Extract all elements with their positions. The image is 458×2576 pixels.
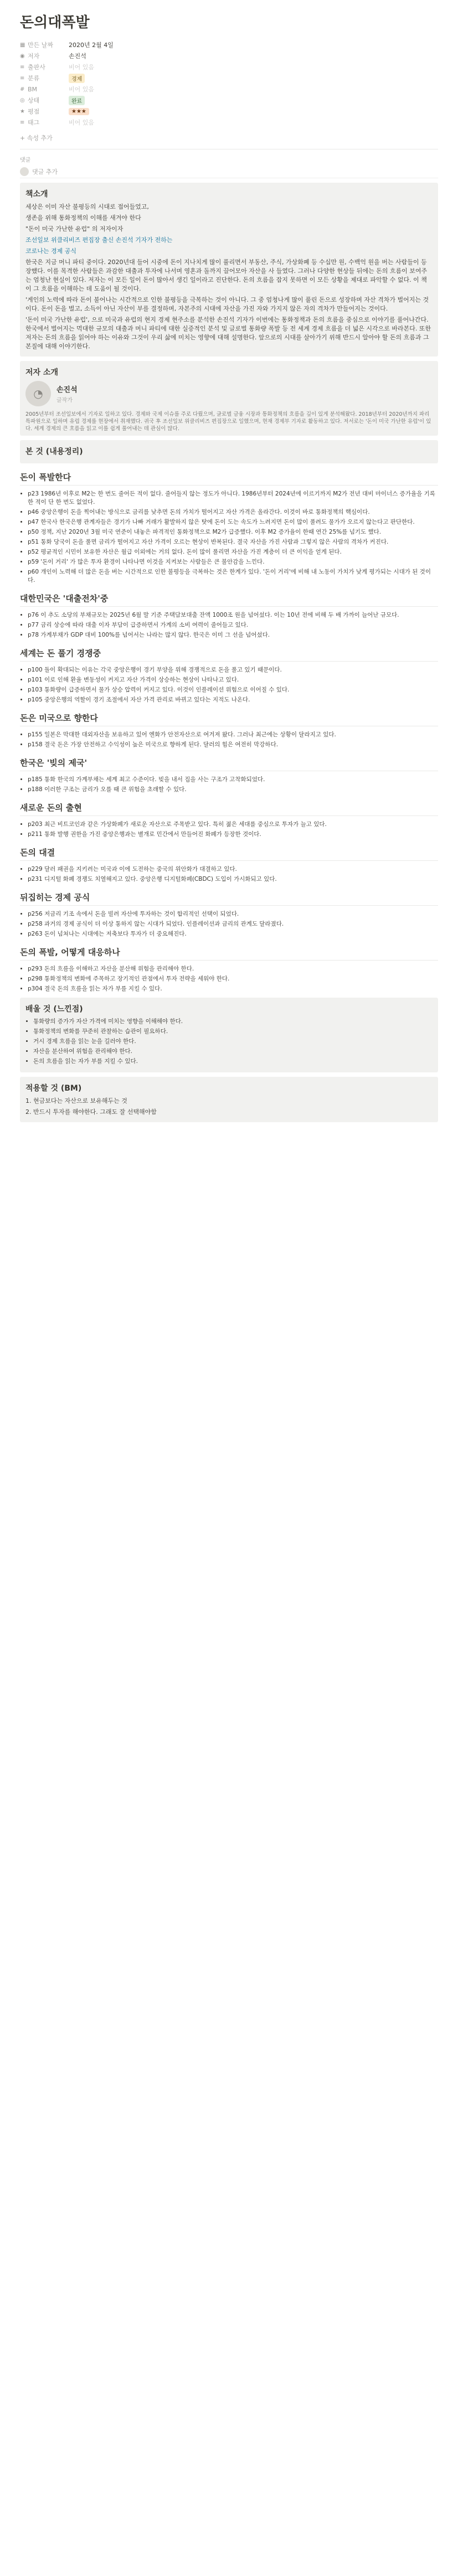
list-item: • p304 결국 돈의 흐름을 읽는 자가 부를 지킬 수 있다. (28, 985, 438, 993)
property-key (20, 74, 69, 82)
comment-placeholder: 댓글 추가 (32, 168, 58, 175)
intro-line: 생존을 위해 통화정책의 이해를 새겨야 한다 (25, 214, 141, 221)
list-item: • p229 달러 패권을 지키려는 미국과 이에 도전하는 중국의 위안화가 대결하고 있다. (28, 865, 438, 874)
apply-callout (20, 1077, 438, 1122)
list-item: • p203 최근 비트코인과 같은 가상화폐가 새로운 자산으로 주목받고 있다. 특히 젊은 세대를 중심으로 투자가 늘고 있다. (28, 820, 438, 829)
list-item: • p263 돈이 넘쳐나는 시대에는 저축보다 투자가 더 중요해진다. (28, 930, 438, 938)
tag-icon: ≡ (20, 64, 25, 70)
list-item: • 자산을 분산하여 위험을 관리해야 한다. (33, 1047, 433, 1056)
list-item: • 통화량의 증가가 자산 가격에 미치는 영향을 이해해야 한다. (33, 1018, 433, 1026)
property-value-text: 비어 있음 (69, 64, 95, 71)
intro-lines (25, 203, 433, 351)
author-box (25, 381, 433, 406)
property-key (20, 40, 69, 49)
section-heading: 대한민국은 '대출전차'중 (20, 592, 438, 607)
section-list (20, 820, 438, 839)
property-value-text: 경제 (69, 74, 85, 83)
comment-input[interactable] (20, 166, 438, 178)
section-heading: 세계는 돈 풀기 경쟁중 (20, 647, 438, 662)
intro-line: '게인의 노력에 따라 돈이 불어나는 시간적으로 인한 불평등을 극복하는 것이 아니다. 그 중 엄청나게 많이 풀린 돈으로 성장하며 자산 격차가 벌어지는 것이다. 돈이 돈을 벌고, 소득이 아닌 자산이 부를 결정하며, 자본주의 시대에 자산을 가진 자와 가지지 않은 자의 격차가 만들어지는 것이다. (25, 296, 429, 312)
list-item: • p155 일본은 막대한 대외자산을 보유하고 있어 엔화가 안전자산으로 여겨져 왔다. 그러나 최근에는 상황이 달라지고 있다. (28, 731, 438, 739)
list-item: • p50 정책, 지난 2020년 3월 미국 연준이 내놓은 파격적인 통화정책으로 M2가 급증했다. 이후 M2 증가율이 한때 연간 25%를 넘기도 했다. (28, 528, 438, 536)
property-key (20, 51, 69, 60)
property-key-label: 저자 (28, 53, 40, 60)
property-value-text: ★★★ (69, 108, 89, 115)
property-key-label: 상태 (28, 97, 40, 104)
hash-icon: # (20, 86, 25, 92)
list-item: • p100 돌이 확대되는 이유는 각국 중앙은행이 경기 부양을 위해 경쟁적으로 돈을 풀고 있기 때문이다. (28, 666, 438, 674)
property-value[interactable] (69, 51, 86, 60)
intro-heading: 책소개 (25, 190, 48, 199)
property-row[interactable] (20, 117, 438, 128)
author-role: 글작가 (56, 398, 73, 404)
section-heading: 돈이 폭발한다 (20, 471, 438, 486)
property-key (20, 86, 69, 93)
section-heading: 새로운 돈의 출현 (20, 802, 438, 816)
add-property-button[interactable]: + 속성 추가 (20, 135, 53, 142)
property-row[interactable] (20, 106, 438, 117)
author-name: 손진석 (56, 386, 78, 394)
section-list (20, 611, 438, 639)
star-icon: ★ (20, 108, 25, 115)
property-key-label: 만든 날짜 (28, 42, 54, 49)
author-photo: ◔ (25, 381, 51, 406)
list-item: • p46 중앙은행이 돈을 찍어내는 방식으로 금리를 낮추면 돈의 가치가 떨어지고 자산 가격은 올라간다. 이것이 바로 통화정책의 핵심이다. (28, 508, 438, 517)
list-item: • p158 결국 돈은 가장 안전하고 수익성이 높은 미국으로 향하게 된다. 달러의 힘은 여전히 막강하다. (28, 741, 438, 749)
list-item: • p103 통화량이 급증하면서 물가 상승 압력이 커지고 있다. 이것이 인플레이션 위험으로 이어질 수 있다. (28, 686, 438, 694)
apply-list (25, 1097, 433, 1117)
numbered-item: 2. 반드시 투자를 해야한다. 그래도 잘 선택해야함 (25, 1108, 157, 1116)
property-value-text: 2020년 2월 4일 (69, 42, 114, 49)
section-heading: 돈은 미국으로 향한다 (20, 712, 438, 726)
property-value[interactable] (69, 96, 85, 105)
list-item: • 통화정책의 변화를 꾸준히 관찰하는 습관이 필요하다. (33, 1028, 433, 1036)
list-item: • p23 1986년 이후로 M2는 한 번도 줄어든 적이 없다. 줄어들지 않는 정도가 아니다. 1986년부터 2024년에 이르기까지 M2가 전년 대비 마이너스 증가율을 기록한 적이 단 한 번도 없었다. (28, 490, 438, 507)
property-value-text: 손진석 (69, 53, 86, 60)
sections (20, 471, 438, 993)
property-row[interactable] (20, 50, 438, 61)
page (0, 0, 458, 1138)
learn-heading: 배울 것 (느낀점) (25, 1005, 83, 1014)
list-item: • p298 통화정책의 변화에 주목하고 장기적인 관점에서 투자 전략을 세워야 한다. (28, 975, 438, 983)
intro-line: 한국은 지금 머니 파티 중이다. 2020년대 들어 시중에 돈이 지나치게 많이 풀리면서 부동산, 주식, 가상화폐 등 수십만 원, 수백억 원을 버는 사람들이 등장했다. 이를 목격한 사람들은 과감한 대출과 투자에 나서며 영혼과 돌까지 끌어모아 자산을 사 들였다. 그러나 다양한 현상들 뒤에는 돈의 흐름이 보여주는 엄청난 현실이 있다. 저자는 이 모든 일이 돈이 많아서 생긴 일이라고 진단한다. 돈의 흐름을 잡지 못하면 이 모든 상황을 제대로 파악할 수 없다. 이 책이 그 흐름을 이해하는 데 도움이 될 것이다. (25, 259, 428, 292)
intro-line: 조선일보 위클리비즈 편집장 출신 손진석 기자가 전하는 (25, 236, 173, 244)
list-item: • p76 이 추도 소당의 부채규모는 2025년 6월 말 기준 주택담보대출 잔액 1000조 원을 넘어섰다. 이는 10년 전에 비해 두 배 가까이 늘어난 규모다. (28, 611, 438, 620)
section-list (20, 490, 438, 585)
list-icon: ≡ (20, 75, 25, 81)
avatar (20, 167, 29, 176)
apply-heading: 적용할 것 (BM) (25, 1084, 82, 1093)
property-key-label: BM (28, 85, 38, 93)
tag-icon: ≡ (20, 119, 25, 126)
property-row[interactable] (20, 61, 438, 73)
author-bio: 2005년부터 조선일보에서 기자로 일하고 있다. 경제와 국제 이슈를 주로 다뤘으며, 글로벌 금융 시장과 통화정책의 흐름을 깊이 있게 분석해왔다. 2018년부터 2020년까지 파리 특파원으로 일하며 유럽 경제를 현장에서 취재했다. 귀국 후 조선일보 위클리비즈 편집장으로 일했으며, 현재 경제부 기자로 활동하고 있다. 저서로는 '돈이 미국 가난한 유럽'이 있다. 세계 경제의 큰 흐름을 읽고 이를 쉽게 풀어내는 데 관심이 많다. (25, 411, 431, 432)
status-icon: ◎ (20, 97, 25, 104)
property-key-label: 태그 (28, 119, 40, 126)
property-value[interactable] (69, 40, 114, 49)
numbered-item: 1. 현금보다는 자산으로 보유해두는 것 (25, 1097, 127, 1104)
list-item: • 돈의 흐름을 읽는 자가 부를 지킬 수 있다. (33, 1057, 433, 1066)
property-value-text: 비어 있음 (69, 119, 95, 126)
section-list (20, 666, 438, 704)
property-row[interactable] (20, 95, 438, 106)
section-list (20, 731, 438, 749)
intro-line: 세상은 이미 자산 불평등의 시대로 접어들었고, (25, 203, 149, 210)
section-heading: 한국은 '빚의 제국' (20, 757, 438, 771)
author-heading: 저자 소개 (25, 368, 58, 377)
property-row[interactable] (20, 39, 438, 50)
intro-line: '돈이 미국 가난한 유럽', 으로 미국과 유럽의 현지 경제 현주소를 분석한 손진석 기자가 이번에는 통화정책과 돈의 흐름을 중심으로 이야기를 풀어나간다. 한국에서 벌어지는 먹대한 규모의 대출과 머니 파티에 대한 실증적인 분석 및 글로벌 통화량 폭발 등 전 세계 경제 흐름을 더 넓은 시각으로 바라본다. 또한 저자는 돈의 흐름을 읽어야 하는 이유와 그것이 우리 삶에 미치는 영향에 대해 설명한다. 앞으로의 시대를 살아가기 위해 반드시 알아야 할 돈의 흐름과 그 본질에 대해 이야기한다. (25, 316, 431, 350)
property-key (20, 107, 69, 116)
section-heading: 뒤집히는 경제 공식 (20, 891, 438, 906)
list-item: • p293 돈의 흐름을 이해하고 자산을 분산해 위험을 관리해야 한다. (28, 965, 438, 973)
list-item: • p52 평균적인 시민이 보유한 자산은 월급 이외에는 거의 없다. 돈이 많이 풀리면 자산을 가진 계층이 더 큰 이익을 얻게 된다. (28, 548, 438, 556)
author-callout (20, 361, 438, 436)
list-item: • p211 통화 발행 권한을 가진 중앙은행과는 별개로 민간에서 만들어진 화폐가 등장한 것이다. (28, 830, 438, 839)
list-item: • p258 과거의 경제 공식이 더 이상 통하지 않는 시대가 되었다. 인플레이션과 금리의 관계도 달라졌다. (28, 920, 438, 928)
property-key-label: 분류 (28, 75, 40, 82)
property-value[interactable] (69, 118, 94, 127)
property-key (20, 118, 69, 127)
list-item: • 거시 경제 흐름을 읽는 눈을 길러야 한다. (33, 1037, 433, 1046)
list-item: • p77 금리 상승에 따라 대출 이자 부담이 급증하면서 가계의 소비 여력이 줄어들고 있다. (28, 621, 438, 629)
list-item: • p185 통화 한국의 가계부채는 세계 최고 수준이다. 빚을 내서 집을 사는 구조가 고착화되었다. (28, 776, 438, 784)
section-list (20, 965, 438, 993)
page-title: 돈의대폭발 (20, 14, 90, 31)
comments-label: 댓글 (20, 157, 31, 163)
list-item: • p101 이로 인해 환율 변동성이 커지고 자산 가격이 상승하는 현상이 나타나고 있다. (28, 676, 438, 684)
list-item: • p60 개인이 노력해 더 많은 돈을 버는 시간적으로 인한 불평등을 극복하는 것은 한계가 있다. '돈이 거리'에 비해 내 노동이 가치가 낮게 평가되는 시대가 된 것이다. (28, 568, 438, 585)
property-value-text: 비어 있음 (69, 86, 95, 93)
property-row[interactable] (20, 84, 438, 95)
list-item: • p231 디지털 화폐 경쟁도 치열해지고 있다. 중앙은행 디지털화폐(CBDC) 도입이 가시화되고 있다. (28, 875, 438, 884)
property-key (20, 63, 69, 71)
list-item: • p59 '돈이 거리' 가 많은 투자 환경이 나타나면 이것을 지켜보는 사람들은 큰 불안감을 느낀다. (28, 558, 438, 566)
section-list (20, 776, 438, 794)
property-value[interactable] (69, 85, 94, 94)
property-key (20, 96, 69, 105)
properties (20, 39, 438, 128)
intro-callout (20, 183, 438, 357)
list-item: • p78 가계부채가 GDP 대비 100%를 넘어서는 나라는 많지 않다. 한국은 이미 그 선을 넘어섰다. (28, 631, 438, 639)
list-item: • p47 한국사 한국은행 관계자들은 경기가 나빠 거래가 활발하지 않은 탓에 돈이 도는 속도가 느려지면 돈이 많이 풀려도 물가가 오르지 않는다고 판단한다. (28, 518, 438, 526)
intro-line: 코로나는 경제 공식 (25, 247, 77, 255)
property-value[interactable] (69, 74, 85, 83)
section-list (20, 865, 438, 884)
section-heading: 돈의 폭발, 어떻게 대응하나 (20, 946, 438, 961)
property-key-label: 출판사 (28, 64, 45, 71)
toc-callout (20, 440, 438, 463)
intro-line: "돈이 미국 가난한 유럽" 의 저자이자 (25, 225, 123, 233)
list-item: • p105 중앙은행의 역할이 경기 조절에서 자산 가격 관리로 바뀌고 있다는 지적도 나온다. (28, 696, 438, 704)
person-icon: ◉ (20, 53, 25, 59)
learn-list (25, 1018, 433, 1066)
property-row[interactable] (20, 73, 438, 84)
list-item: • p256 저금리 기조 속에서 돈을 빌려 자산에 투자하는 것이 합리적인 선택이 되었다. (28, 910, 438, 918)
section-list (20, 910, 438, 938)
property-value[interactable] (69, 63, 94, 71)
learn-callout (20, 998, 438, 1072)
section-heading: 돈의 대결 (20, 846, 438, 861)
list-item: • p51 통화 당국이 돈을 풀면 금리가 떨어지고 자산 가격이 오르는 현상이 반복된다. 결국 자산을 가진 사람과 그렇지 않은 사람의 격차가 커진다. (28, 538, 438, 546)
property-value-text: 완료 (69, 96, 85, 105)
toc-heading: 본 것 (내용정리) (25, 447, 83, 456)
property-value[interactable] (69, 107, 89, 115)
property-key-label: 평점 (28, 108, 40, 115)
list-item: • p188 이러한 구조는 금리가 오를 때 큰 위험을 초래할 수 있다. (28, 786, 438, 794)
calendar-icon: ▦ (20, 42, 25, 48)
